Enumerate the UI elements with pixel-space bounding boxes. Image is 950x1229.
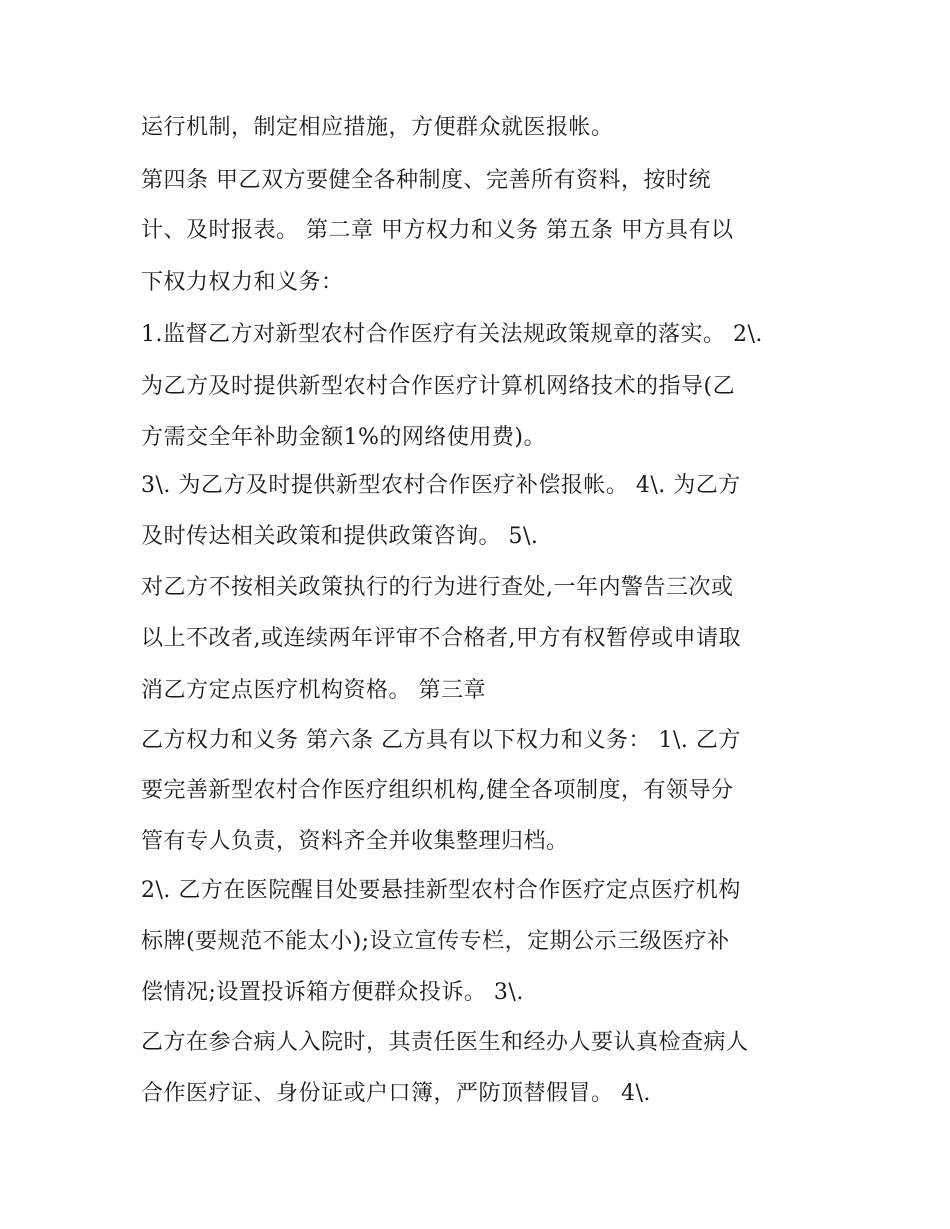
text-line: 乙方权力和义务 第六条 乙方具有以下权力和义务： 1\. 乙方 — [141, 728, 741, 753]
text-line: 管有专人负责，资料齐全并收集整理归档。 — [141, 829, 569, 854]
text-line: 消乙方定点医疗机构资格。 第三章 — [141, 678, 486, 703]
text-line: 1.监督乙方对新型农村合作医疗有关法规政策规章的落实。 2\. — [141, 322, 763, 347]
text-line: 对乙方不按相关政策执行的行为进行查处,一年内警告三次或 — [141, 575, 734, 600]
text-line: 第四条 甲乙双方要健全各种制度、完善所有资料，按时统 — [141, 168, 711, 193]
text-line: 3\. 为乙方及时提供新型农村合作医疗补偿报帐。 4\. 为乙方 — [141, 473, 741, 498]
text-line: 乙方在参合病人入院时，其责任医生和经办人要认真检查病人 — [141, 1030, 749, 1055]
text-line: 及时传达相关政策和提供政策咨询。 5\. — [141, 524, 539, 549]
text-line: 合作医疗证、身份证或户口簿，严防顶替假冒。 4\. — [141, 1081, 651, 1106]
text-line: 偿情况;设置投诉箱方便群众投诉。 3\. — [141, 980, 524, 1005]
text-line: 方需交全年补助金额1%的网络使用费)。 — [141, 425, 546, 450]
text-line: 2\. 乙方在医院醒目处要悬挂新型农村合作医疗定点医疗机构 — [141, 878, 741, 903]
text-line: 运行机制，制定相应措施，方便群众就医报帐。 — [141, 115, 614, 140]
text-line: 下权力权力和义务： — [141, 270, 344, 295]
text-line: 为乙方及时提供新型农村合作医疗计算机网络技术的指导(乙 — [141, 374, 736, 399]
text-line: 以上不改者,或连续两年评审不合格者,甲方有权暂停或申请取 — [141, 626, 741, 651]
text-line: 要完善新型农村合作医疗组织机构,健全各项制度，有领导分 — [141, 778, 734, 803]
text-line: 计、及时报表。 第二章 甲方权力和义务 第五条 甲方具有以 — [141, 218, 734, 243]
text-line: 标牌(要规范不能太小);设立宣传专栏，定期公示三级医疗补 — [141, 929, 730, 954]
